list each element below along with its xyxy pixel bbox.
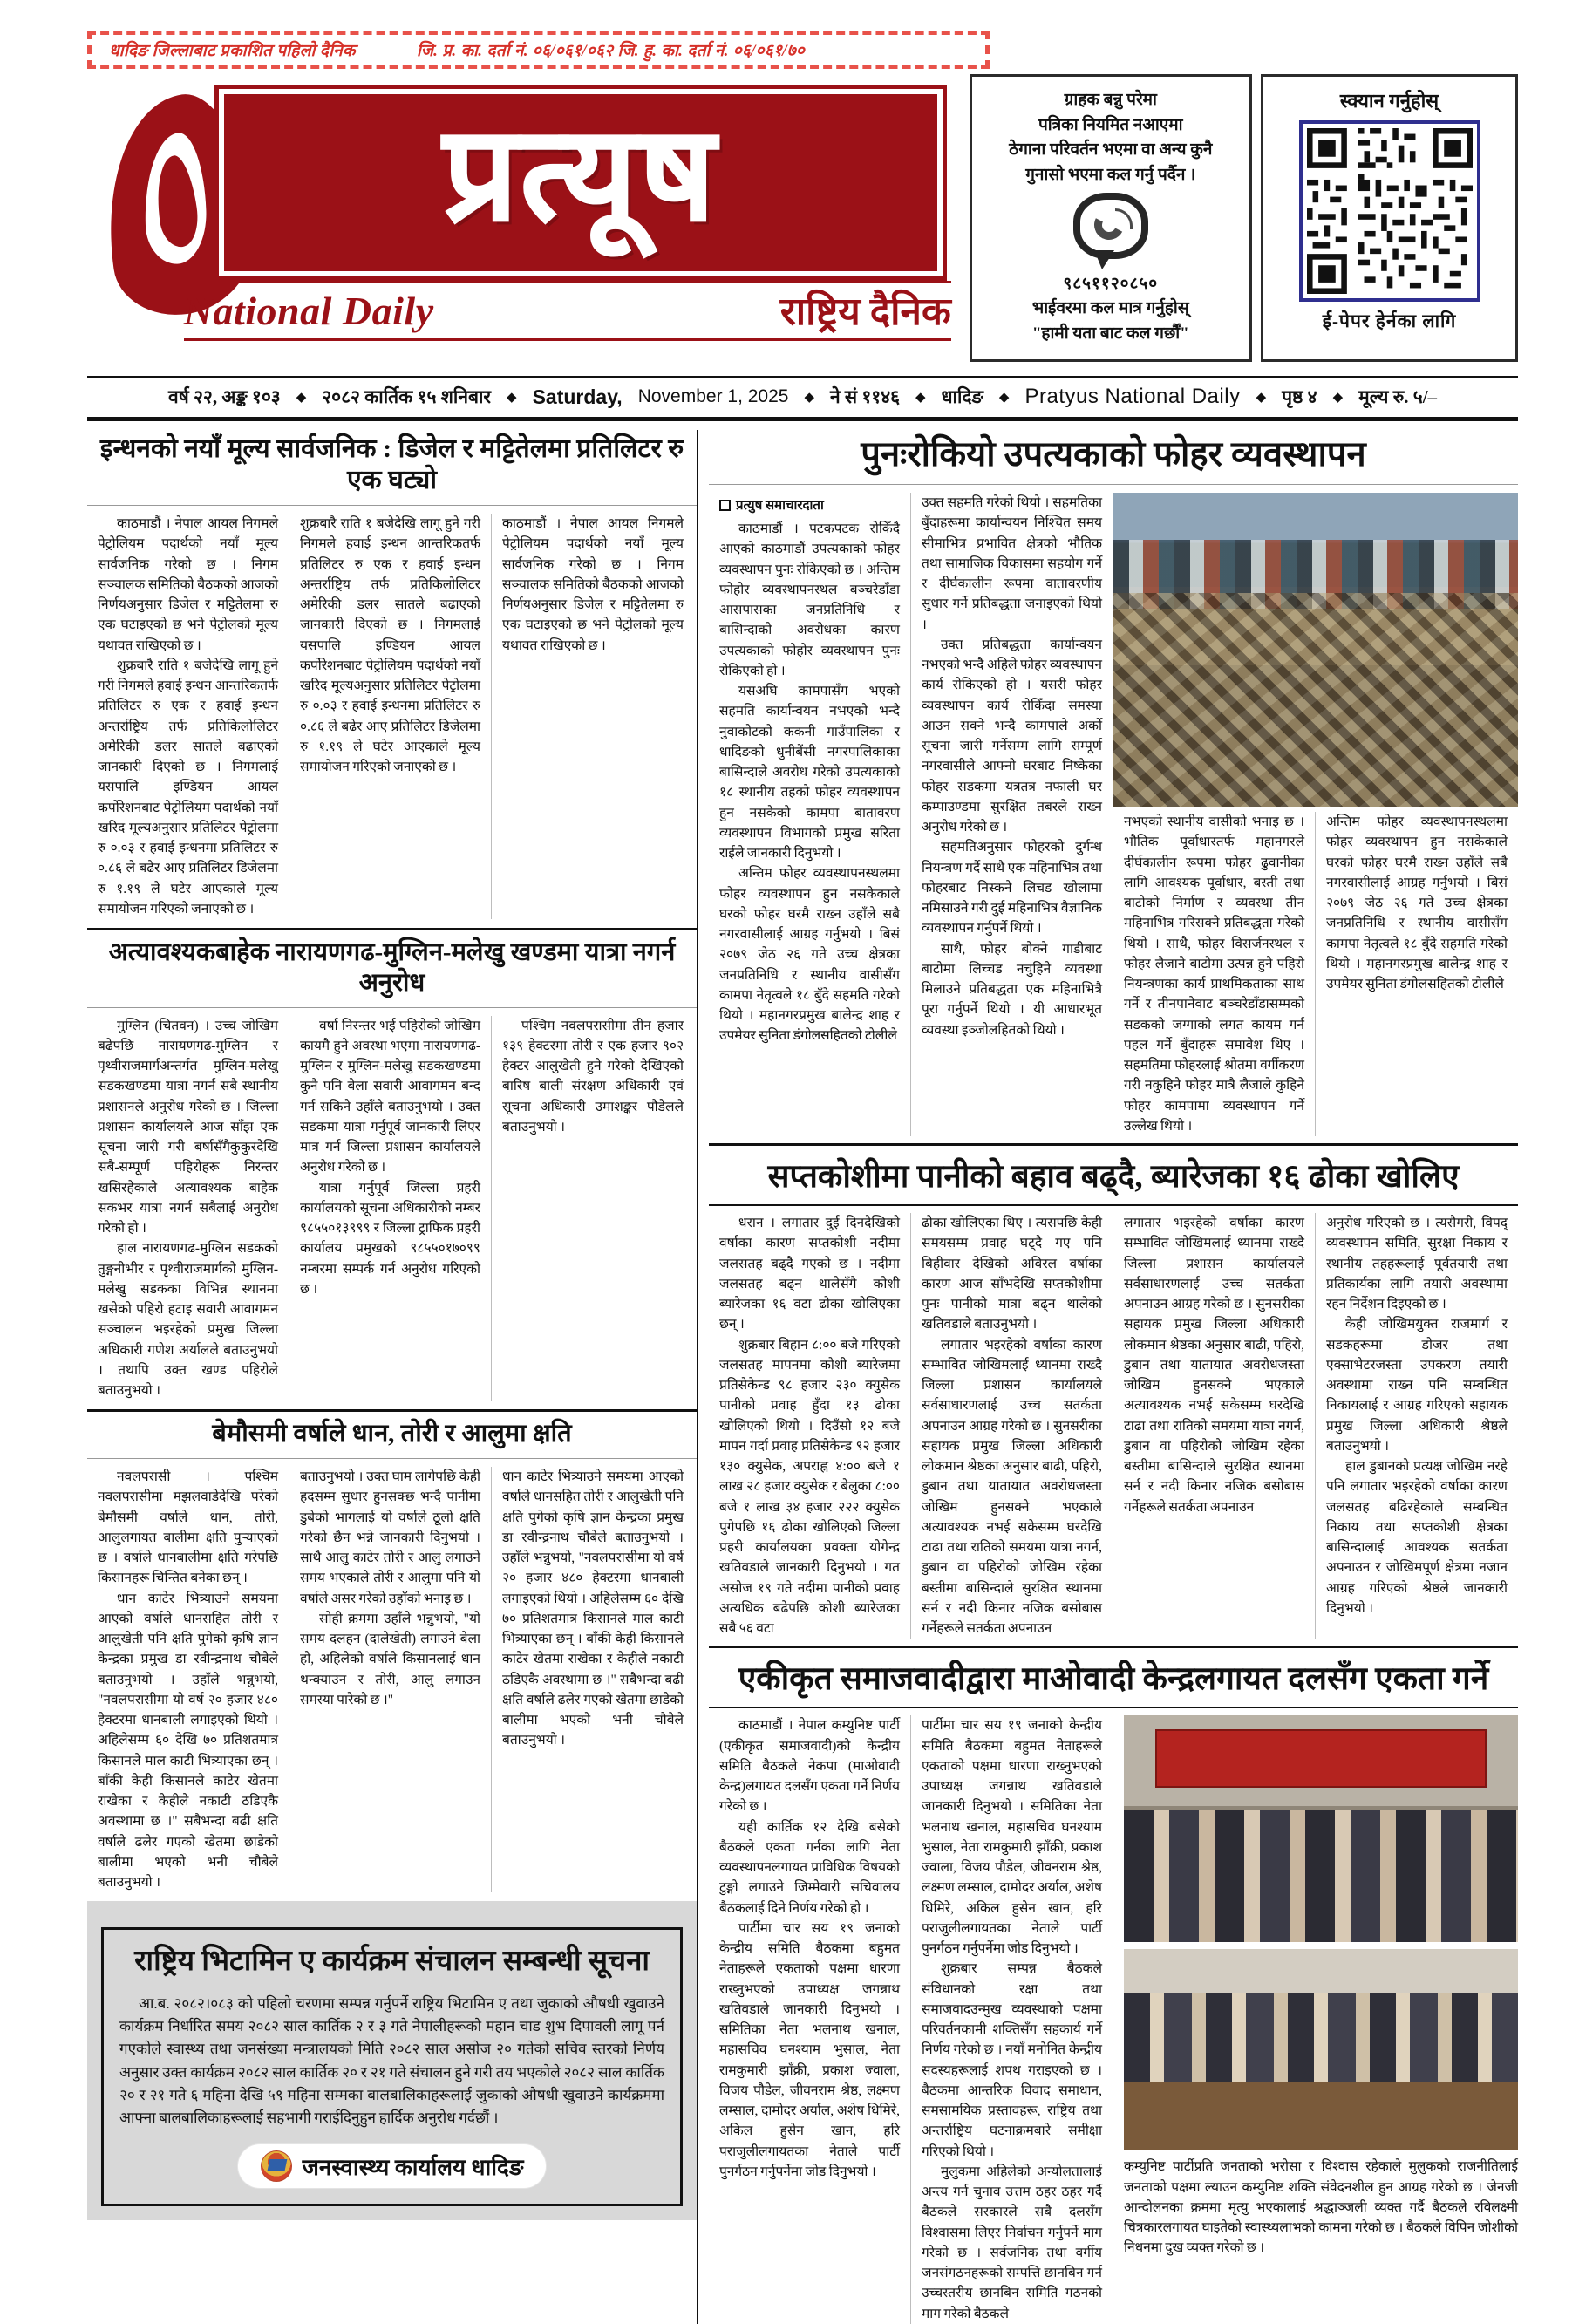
column-7 [87,1467,289,1892]
divider-6 [709,484,1518,485]
para-p-5: शुक्रबार सम्पन्न बैठकले संविधानको रक्षा तथा समाजवादउन्मुख व्यवस्थाको पक्षमा परिवर्तनकामी शक्तिसँग सहकार्य गर्ने निर्णय गरेको छ । नयाँ मनोनित केन्द्रीय सदस्यहरूलाई शपथ गराइएको छ । बैठकमा आन्तरिक विवाद समाधान, समसामयिक प्रस्तावहरू, राष्ट्रिय तथा अन्तर्राष्ट्रिय घटनाक्रमबारे समीक्षा गरिएको थियो । [922,1961,1102,2159]
para-un-4: सोही क्रममा उहाँले भन्नुभयो, "यो समय दलहन (दालेखेती) लगाउने बेला हो, अहिलेको वर्षाले किसानलाई धान थन्क्याउन र तोरी, आलु लगाउन समस्या पारेको छ ।" [300,1611,480,1707]
para-r-6: अनुरोध गरिएको छ । त्यसैगरी, विपद् व्यवस्थापन समिति, सुरक्षा निकाय र स्थानीय तहहरूलाई पूर्वतयारी तथा प्रतिकार्यका लागि तयारी अवस्थामा रहन निर्देशन दिइएको छ । [1326,1216,1508,1312]
para-hw-3: वर्षा निरन्तर भई पहिरोको जोखिम कायमै हुने अवस्था भएमा नारायणगढ-मुग्लिन र मुग्लिन-मलेखु सडकखण्डमा कुनै पनि बेला सवारी आवागमन बन्द गर्न सकिने उहाँले बताउनुभयो । उक्त सडकमा यात्रा गर्नुपूर्व जानकारी लिएर मात्र गर्न जिल्ला प्रशासन कार्यालयले अनुरोध गरेको छ । [300,1018,480,1176]
para-fuel-1: काठमाडौं । नेपाल आयल निगमले पेट्रोलियम पदार्थको नयाँ मूल्य सार्वजनिक गरेको छ । निगम सञ्चालक समितिको बैठकको आजको निर्णयअनुसार डिजेल र मट्टितेलमा रु एक घटाइएको छ भने पेट्रोलको मूल्य यथावत राखिएको छ । [98,516,278,653]
newspaper-page [0,31,1579,2321]
para-hw-4: यात्रा गर्नुपूर्व जिल्ला प्रहरी कार्यालयको सूचना अधिकारीको नम्बर ९८५५०१३९९९ र जिल्ला ट्राफिक प्रहरी कार्यालय प्रमुखको ९८५५०१७०९९ नम्बरमा सम्पर्क गर्न अनुरोध गरिएको छ । [300,1180,480,1297]
para-p-6: मुलुकमा अहिलेको अन्योलतालाई अन्त्य गर्न चुनाव उत्तम ठहर ठहर गर्दै बैठकले सरकारले सबै दलसँग विश्वासमा लिएर निर्वाचन गर्नुपर्ने माग गरेको छ । सर्वजनिक तथा वर्गीय जनसंगठनहरूको सम्पत्ति छानबिन गर्न उच्चस्तरीय छानबिन समिति गठनको माग गरेको बैठकले [922,2164,1102,2321]
column-9 [492,1467,694,1892]
publication-place: धादिङ [941,386,983,407]
divider [87,505,697,506]
para-r-5: लगातार भइरहेको वर्षाका कारण सम्भावित जोखिमलाई ध्यानमा राख्दै जिल्ला प्रशासन कार्यालयले सर्वसाधारणलाई उच्च सतर्कता अपनाउन आग्रह गरेको छ । सुनसरीका सहायक प्रमुख जिल्ला अधिकारी लोकमान श्रेष्ठका अनुसार बाढी, पहिरो, डुबान तथा यातायात अवरोधजस्ता जोखिम हुनसक्ने भएकाले अत्यावश्यक नभई सकेसम्म घरदेखि टाढा तथा रातिको समयमा यात्रा नगर्न, डुबान वा पहिरोको जोखिम रहेका बस्तीमा बासिन्दाले सुरक्षित स्थानमा सर्न र नदी किनार नजिक बसोबास गर्नेहरूले सतर्कता अपनाउन [1124,1216,1304,1515]
para-hw-2: हाल नारायणगढ-मुग्लिन सडकको तुङ्गनीभीर र पृथ्वीराजमार्गको मुग्लिन-मलेखु सडकका विभिन्न स्थानमा खसेको पहिरो हटाइ सवारी आवागमन सञ्चालन भइरहेको प्रमुख जिल्ला अधिकारी गणेश अर्यालले बताउनुभयो । तथापि उक्त खण्ड पहिरोले बताउनुभयो । [98,1241,278,1399]
para-p-7: कम्युनिष्ट पार्टीप्रति जनताको भरोसा र विश्वास रहेकाले मुलुकको राजनीतिलाई जनताको पक्षमा ल्याउन कम्युनिष्ट शक्ति संवेदनशील हुन आग्रह गरेको छ । जेनजी आन्दोलनका क्रममा मृत्यु भएकालाई श्रद्धाञ्जली व्यक्त गर्दै बैठकले रविलक्ष्मी चित्रकारलगायत घाइतेको स्वास्थ्यलाभको कामना गरेको छ । बैठकले विपिन जोशीको निधनमा दुख व्यक्त गरेको छ । [1124,2159,1518,2256]
nepal-sambat: ने सं ११४६ [830,386,901,407]
reg-left-text: धादिङ जिल्लाबाट प्रकाशित पहिलो दैनिक [109,42,356,60]
subscription-quote: भाईवरमा कल मात्र गर्नुहोस् [1031,299,1189,318]
para-w-7: साथै, फोहर बोक्ने गाडीबाट बाटोमा लिच्चड नचुहिने व्यवस्था मिलाउने प्रतिबद्धता एक महिनाभित्रै पूरा गर्नुपर्ने थियो । यी आधारभूत व्यवस्था इञ्जोलहितको थियो । [922,941,1102,1038]
para-w-9: अन्तिम फोहर व्यवस्थापनस्थलमा फोहर व्यवस्थापन हुन नसकेकाले घरको फोहर घरमै राख्न उहाँले सबै नगरवासीलाई आग्रह गर्नुभयो । बिसं २०७९ जेठ २६ गते उच्च क्षेत्रका जनप्रतिनिधि र स्थानीय वासीसँग कामपा नेतृत्वले १८ बुँदे सहमति गरेको थियो । महानगरप्रमुख बालेन्द्र शाह र उपमेयर सुनिता डंगोलसहितको टोलीले [1326,814,1508,992]
dateline-bar [87,376,1518,421]
reg-right-text: जि. प्र. का. दर्ता नं. ०६/०६१/०६२ जि. हु. का. दर्ता नं. ०६/०६१/७० [416,42,806,60]
para-w-1: काठमाडौं । पटकपटक रोकिँदै आएको काठमाडौं उपत्यकाको फोहर व्यवस्थापन पुनः रोकिएको छ । अन्तिम फोहोर व्यवस्थापनस्थल बञ्चरेडाँडा आसपासका जनप्रतिनिधि र बासिन्दाको अवरोधका कारण उपत्यकाको फोहोर व्यवस्थापन पुनः रोकिएको हो । [719,521,900,678]
meeting-table [1124,2082,1518,2150]
page-count: पृष्ठ ४ [1282,386,1317,407]
para-r-1: धरान । लगातार दुई दिनदेखिको वर्षाका कारण सप्तकोशी नदीमा जलसतह बढ्दै गएको छ । नदीमा जलसतह बढ्न थालेसँगै कोशी ब्यारेजका १६ वटा ढोका खोलिएका छन् । [719,1216,900,1332]
separator-diamond-icon-6: ◆ [1256,390,1267,405]
para-p-2: यही कार्तिक १२ देखि बसेको बैठकले एकता गर्नका लागि नेता व्यवस्थापनलगायत प्राविधिक विषयको टुङ्गो लगाउने जिम्मेवारी सचिवालय बैठकलाई दिने निर्णय गरेको हो । [719,1819,900,1916]
para-p-1: काठमाडौं । नेपाल कम्युनिष्ट पार्टी (एकीकृत समाजवादी)को केन्द्रीय समिति बैठकले नेकपा (माओवादी केन्द्र)लगायत दलसँग एकता गर्ने निर्णय गरेको छ । [719,1718,900,1815]
viber-icon [1073,193,1148,259]
qr-box [1261,74,1518,362]
para-un-1: नवलपरासी । पश्चिम नवलपरासीमा मझलवाडेदेखि परेको बेमौसमी वर्षाले धान, तोरी, आलुलगायत बालीमा क्षति पुऱ्याएको छ । वर्षाले धानबालीमा क्षति गरेपछि किसानहरू चिन्तित बनेका छन् । [98,1469,278,1586]
masthead-title-text: प्रत्यूष [443,102,718,248]
brand-english: National Daily [183,289,434,333]
para-un-5: धान काटेर भित्र्याउने समयमा आएको वर्षाले धानसहित तोरी र आलुखेती पनि क्षति पुगेको कृषि ज्ञान केन्द्रका प्रमुख डा रवीन्द्रनाथ चौबेले बताउनुभयो । उहाँले भन्नुभयो, "नवलपरासीमा यो वर्ष २० हजार ४८० हेक्टरमा धानबाली लगाइएको थियो । अहिलेसम्म ६० देखि ७० प्रतिशतमात्र किसानले माल काटी भित्र्याएका छन् । बाँकी केही किसानले काटेर खेतमा राखेका र केहीले नकाटी ठडिएकै अवस्थामा छ ।" सबैभन्दा बढी क्षति वर्षाले ढलेर गएको खेतमा छाडेको बालीमा भएको भनी चौबेले बताउनुभयो । [502,1469,684,1748]
separator-diamond-icon-7: ◆ [1332,390,1344,405]
notice-body: आ.ब. २०८२।०८३ को पहिलो चरणमा सम्पन्न गर्नुपर्ने राष्ट्रिय भिटामिन ए तथा जुकाको औषधी खुवाउने कार्यक्रम निर्धारित समय २०८२ साल कार्तिक २ र ३ गते नेपालीहरूको महान चाड शुभ दिपावली लागू पर्न गएकोले स्वास्थ्य तथा जनसंख्या मन्त्रालयको मिति २०८२ साल असोज २० गतेको सचिव स्तरको निर्णय अनुसार उक्त कार्यक्रम २०८२ साल कार्तिक २० र २१ गते संचालन हुने गरी तय भएकोले २०८२ साल कार्तिक २० र २१ गते ६ महिना देखि ५९ महिना सम्मका बालबालिकाहरूलाई जुकाको औषधी खुवाउने कार्यक्रममा आफ्ना बालबालिकाहरूलाई सहभागी गराईदिनुहुन हार्दिक अनुरोध गर्दछौं । [119,1994,664,2127]
column-3 [492,514,694,919]
headline-river[interactable]: सप्तकोशीमा पानीको बहाव बढ्दै, ब्यारेजका १६ ढोका खोलिए [709,1143,1518,1206]
para-fuel-3: शुक्रबारै राति १ बजेदेखि लागू हुने गरी निगमले हवाई इन्धन आन्तरिकतर्फ प्रतिलिटर रु एक र हवाई इन्धन अन्तर्राष्ट्रिय तर्फ प्रतिकिलोलिटर अमेरिकी डलर सातले बढाएको जानकारी दिएको छ । निगमलाई यसपालि इण्डियन आयल कर्पोरेशनबाट पेट्रोलियम पदार्थको नयाँ खरिद मूल्यअनुसार प्रतिलिटर पेट्रोलमा रु ०.०३ र हवाई इन्धनमा प्रतिलिटर रु ०.८६ ले बढेर आए प्रतिलिटर डिजेलमा रु १.१९ ले घटेर आएकाले मूल्य समायोजन गरिएको जनाएको छ । [300,516,480,774]
headline-fuel[interactable]: इन्धनको नयाँ मूल्य सार्वजनिक : डिजेल र मट्टितेलमा प्रतिलिटर रु एक घट्यो [99,434,684,494]
qr-title: स्क्यान गर्नुहोस् [1339,90,1439,112]
separator-diamond-icon-5: ◆ [998,390,1010,405]
left-block [87,430,697,2324]
subs-line-2: पत्रिका नियमित नआएमा [1038,115,1183,134]
divider-4 [87,1409,697,1412]
column-11 [911,493,1113,1136]
column-1 [87,514,289,919]
nepali-date: २०८२ कार्तिक १५ शनिबार [322,386,492,407]
para-r-7: केही जोखिमयुक्त राजमार्ग र सडकहरूमा डोजर तथा एक्साभेटरजस्ता उपकरण तयारी अवस्थामा राख्न पनि सम्बन्धित निकायलाई र आग्रह गरिएको सहायक प्रमुख जिल्ला अधिकारी श्रेष्ठले बताउनुभयो । [1326,1317,1508,1454]
para-hw-1: मुग्लिन (चितवन) । उच्च जोखिम बढेपछि नारायणगढ-मुग्लिन र पृथ्वीराजमार्गअन्तर्गत मुग्लिन-मलेखु सडकखण्डमा यात्रा नगर्न सबै स्थानीय प्रशासनले अनुरोध गरेको छ । जिल्ला प्रशासन कार्यालयले आज साँझ एक सूचना जारी गरी बर्षासँगैकुकुरदेखि सबै-सम्पूर्ण पहिरोहरू निरन्तर खसिरहेकाले अत्यावश्यक बाहेक सकभर यात्रा नगर्न सबैलाई अनुरोध गरेको हो । [98,1018,278,1237]
nepal-emblem-icon [261,2150,292,2182]
masthead-title-box [219,89,943,276]
qr-code-icon[interactable] [1299,120,1480,302]
paper-title-english: Pratyus National Daily [1024,385,1241,408]
headline-waste[interactable]: पुनःरोकियो उपत्यकाको फोहर व्यवस्थापन [861,434,1366,474]
price: मूल्य रु. ५/– [1358,386,1438,407]
party-attendees [1124,1810,1518,1942]
masthead-logo [87,74,961,362]
right-block [697,430,1518,2324]
subs-line-3: ठेगाना परिवर्तन भएमा वा अन्य कुनै [1009,140,1213,160]
waste-photo [1113,493,1518,807]
para-p-3: पार्टीमा चार सय १९ जनाको केन्द्रीय समिति बैठकमा बहुमत नेताहरूले एकताको पक्षमा धारणा राख्नुभएको उपाध्यक्ष जगन्नाथ खतिवडाले जानकारी दिनुभयो । समितिका नेता भलनाथ खनाल, महासचिव घनश्याम भुसाल, नेता रामकुमारी झाँक्री, प्रकाश ज्वाला, विजय पौडेल, जीवनराम श्रेष्ठ, लक्ष्मण लम्साल, दामोदर अर्याल, अशेष धिमिरे, अकिल हुसेन खान, हरि पराजुलीलगायतका नेताले पार्टी पुनर्गठन गर्नुपर्नेमा जोड दिनुभयो । [719,1920,900,2179]
column-19-photos [1113,1715,1518,2324]
headline-unseasonal[interactable]: बेमौसमी वर्षाले धान, तोरी र आलुमा क्षति [212,1420,572,1448]
headline-highway[interactable]: अत्यावश्यकबाहेक नारायणगढ-मुग्लिन-मलेखु खण्डमा यात्रा नगर्न अनुरोध [108,938,676,997]
para-fuel-4: काठमाडौं । नेपाल आयल निगमले पेट्रोलियम पदार्थको नयाँ मूल्य सार्वजनिक गरेको छ । निगम सञ्चालक समितिको बैठकको आजको निर्णयअनुसार डिजेल र मट्टितेलमा रु एक घटाइएको छ भने पेट्रोलको मूल्य यथावत राखिएको छ । [502,516,684,653]
column-16 [1316,1213,1518,1639]
para-w-2: यसअघि कामपासँग भएको सहमति कार्यान्वयन नभएको भन्दै नुवाकोटको ककनी गाउँपालिका र धादिङको धुनीबेंसी नगरपालिकाका बासिन्दाले अवरोध गरेको उपत्यकाको १८ स्थानीय तहको फोहर व्यवस्थापन हुन नसकेको कामपा बातावरण व्यवस्थापन विभागको प्रमुख सरिता राईले जानकारी दिनुभयो । [719,684,900,861]
notice-headline: राष्ट्रिय भिटामिन ए कार्यक्रम संचालन सम्बन्धी सूचना [134,1946,650,1978]
subscription-quote-2: "हामी यता बाट कल गर्छौं" [1031,324,1189,343]
column-5 [289,1016,492,1401]
column-12-photo [1113,493,1518,1136]
divider-3 [87,1007,697,1008]
para-w-6: सहमतिअनुसार फोहरको दुर्गन्ध नियन्त्रण गर्दै साथै एक महिनाभित्र तथा फोहरबाट निस्कने लिचड खोलामा नमिसाउने गरी दुई महिनाभित्र वैज्ञानिक व्यवस्थापन गर्नुपर्ने थियो । [922,840,1102,937]
para-hw-5: पश्चिम नवलपरासीमा तीन हजार १३९ हेक्टरमा तोरी र एक हजार ९०२ हेक्टर आलुखेती हुने गरेको देखिएको बारिष बाली संरक्षण अधिकारी एवं सूचना अधिकारी उमाशङ्कर पौडेलले बताउनुभयो । [502,1018,684,1135]
main-content [87,430,1518,2324]
english-day: Saturday, [532,385,623,408]
english-date: November 1, 2025 [637,386,789,406]
vitamin-notice-box [101,1927,683,2205]
para-r-3: ढोका खोलिएका थिए । त्यसपछि केही समयसम्म प्रवाह घट्दै गए पनि बिहीवार देखिको अविरल वर्षाका कारण आज साँभदेखि सप्तकोशीमा पुनः पानीको मात्रा बढ्न थालेको खतिवडाले बताउनुभयो । [922,1216,1102,1332]
column-17 [709,1715,911,2324]
brand-nepali: राष्ट्रिय दैनिक [779,290,951,333]
party-attendees-2 [1124,1993,1518,2086]
masthead-rule-bottom [184,338,951,341]
masthead [87,74,1518,362]
subs-line-4: गुनासो भएमा कल गर्नु पर्दैन । [1025,165,1196,184]
para-un-2: धान काटेर भित्र्याउने समयमा आएको वर्षाले धानसहित तोरी र आलुखेती पनि क्षति पुगेको कृषि ज्ञान केन्द्रका प्रमुख डा रवीन्द्रनाथ चौबेले बताउनुभयो । उहाँले भन्नुभयो, "नवलपरासीमा यो वर्ष २० हजार ४८० हेक्टरमा धानबाली लगाइएको थियो । अहिलेसम्म ६० देखि ७० प्रतिशतमात्र किसानले माल काटी भित्र्याएका छन् । बाँकी केही किसानले काटेर खेतमा राखेका र केहीले नकाटी ठडिएकै अवस्थामा छ ।" सबैभन्दा बढी क्षति वर्षाले ढलेर गएको खेतमा छाडेको बालीमा भएको भनी चौबेले बताउनुभयो । [98,1591,278,1891]
masthead-brand-row [184,283,951,336]
para-w-3: अन्तिम फोहर व्यवस्थापनस्थलमा फोहर व्यवस्थापन हुन नसकेकाले घरको फोहर घरमै राख्न उहाँले सबै नगरवासीलाई आग्रह गर्नुभयो । बिसं २०७९ जेठ २६ गते उच्च क्षेत्रका जनप्रतिनिधि र स्थानीय वासीसँग कामपा नेतृत्वले १८ बुँदे सहमति गरेको थियो । महानगरप्रमुख बालेन्द्र शाह र उपमेयर सुनिता डंगोलसहितको टोलीले [719,866,900,1044]
office-logo [238,2144,547,2188]
headline-party[interactable]: एकीकृत समाजवादीद्वारा माओवादी केन्द्रलगायत दलसँग एकता गर्ने [709,1646,1518,1708]
byline-waste [719,496,900,514]
subs-line-1: ग्राहक बन्नु परेमा [1064,91,1157,109]
column-18 [911,1715,1113,2324]
para-p-4: पार्टीमा चार सय १९ जनाको केन्द्रीय समिति बैठकमा बहुमत नेताहरूले एकताको पक्षमा धारणा राख्नुभएको उपाध्यक्ष जगन्नाथ खतिवडाले जानकारी दिनुभयो । समितिका नेता भलनाथ खनाल, महासचिव घनश्याम भुसाल, नेता रामकुमारी झाँक्री, प्रकाश ज्वाला, विजय पौडेल, जीवनराम श्रेष्ठ, लक्ष्मण लम्साल, दामोदर अर्याल, अशेष धिमिरे, अकिल हुसेन खान, हरि पराजुलीलगायतका नेताले पार्टी पुनर्गठन गर्नुपर्नेमा जोड दिनुभयो । [922,1718,1102,1956]
column-4 [87,1016,289,1401]
column-13 [709,1213,911,1639]
qr-caption: ई-पेपर हेर्नका लागि [1322,310,1457,331]
subscription-phone[interactable]: ९८५११२०८५० [1063,274,1159,293]
separator-diamond-icon-2: ◆ [507,390,517,405]
column-10 [709,493,911,1136]
separator-diamond-icon-3: ◆ [804,390,815,405]
office-name: जनस्वास्थ्य कार्यालय धादिङ [302,2154,524,2180]
column-14 [911,1213,1113,1639]
party-meeting-photo-1 [1124,1715,1518,1942]
separator-diamond-icon: ◆ [296,390,307,405]
para-r-8: हाल डुबानको प्रत्यक्ष जोखिम नरहे पनि लगातार भइरहेको वर्षाका कारण जलसतह बढिरहेकाले सम्बन्धित निकाय तथा सप्तकोशी क्षेत्रका बासिन्दालाई आवश्यक सतर्कता अपनाउन र जोखिमपूर्ण क्षेत्रमा नजान आग्रह गरिएको श्रेष्ठले जानकारी दिनुभयो । [1326,1459,1508,1616]
byline-text: प्रत्युष समाचारदाता [736,499,824,513]
separator-diamond-icon-4: ◆ [915,390,926,405]
party-banner [1155,1729,1487,1789]
notice-outer-frame [87,1901,697,2219]
year-issue: वर्ष २२, अङ्क १०३ [167,386,281,407]
column-8 [289,1467,492,1892]
column-2 [289,514,492,919]
para-r-2: शुक्रबार बिहान ८:०० बजे गरिएको जलसतह मापनमा कोशी ब्यारेजमा प्रतिसेकेन्ड ९८ हजार २३० क्युसेक पानीको प्रवाह हुँदा १३ ढोका खोलिएको थियो । दिउँसो १२ बजे मापन गर्दा प्रवाह प्रतिसेकेन्ड ९२ हजार १३० क्युसेक, अपराह्न ४:०० बजे १ लाख २८ हजार क्युसेक र बेलुका ८:०० बजे १ लाख ३४ हजार २२२ क्युसेक पुगेपछि १६ ढोका खोलिएको जिल्ला प्रहरी कार्यालयका प्रवक्ता योगेन्द्र खतिवडाले जानकारी दिनुभयो । गत असोज १९ गते नदीमा पानीको प्रवाह अत्यधिक बढेपछि कोशी ब्यारेजका सबै ५६ वटा [719,1337,900,1636]
column-6 [492,1016,694,1401]
divider-2 [87,928,697,930]
party-meeting-photo-2 [1124,1949,1518,2150]
byline-square-icon [719,500,731,511]
signal-waves-icon [1115,208,1133,229]
registration-strip [87,31,990,69]
para-w-5: उक्त प्रतिबद्धता कार्यान्वयन नभएको भन्दै अहिले फोहर व्यवस्थापन कार्य रोकिएको हो । यसरी फोहर व्यवस्थापन कार्य रोकिँदा समस्या आउन सक्ने भन्दै कामपाले अर्को सूचना जारी गर्नेसम्म लागि सम्पूर्ण नगरवासीले आफ्नो घरबाट निष्केका फोहर सडकमा यत्रतत्र नफाली घर कम्पाउण्डमा सुरक्षित तबरले राख्न अनुरोध गरेको छ । [922,637,1102,835]
para-un-3: बताउनुभयो । उक्त घाम लागेपछि केही हदसम्म सुधार हुनसक्छ भन्दै पानीमा डुबेको भागलाई यो वर्षाले ठूलो क्षति गरेको छैन भन्ने जानकारी दिनुभयो । साथै आलु काटेर तोरी र आलु लगाउने समय भएकाले तोरी र आलुमा पनि यो वर्षाले असर गरेको उहाँको भनाइ छ । [300,1469,480,1606]
para-w-4: उक्त सहमति गरेको थियो । सहमतिका बुँदाहरूमा कार्यान्वयन निश्चित समय सीमाभित्र प्रभावित क्षेत्रको भौतिक तथा सामाजिक विकासमा सहयोग गर्ने र दीर्घकालीन रूपमा वातावरणीय सुधार गर्ने प्रतिबद्धता जनाइएको थियो । [922,495,1102,632]
para-fuel-2: शुक्रबारै राति १ बजेदेखि लागू हुने गरी निगमले हवाई इन्धन आन्तरिकतर्फ प्रतिलिटर रु एक र हवाई इन्धन अन्तर्राष्ट्रिय तर्फ प्रतिकिलोलिटर अमेरिकी डलर सातले बढाएको जानकारी दिएको छ । निगमलाई यसपालि इण्डियन आयल कर्पोरेशनबाट पेट्रोलियम पदार्थको नयाँ खरिद मूल्यअनुसार प्रतिलिटर पेट्रोलमा रु ०.०३ र हवाई इन्धनमा प्रतिलिटर रु ०.८६ ले बढेर आए प्रतिलिटर डिजेलमा रु १.१९ ले घटेर आएकाले मूल्य समायोजन गरिएको जनाएको छ । [98,658,278,917]
para-w-8: नभएको स्थानीय वासीको भनाइ छ । भौतिक पूर्वाधारतर्फ महानगरले दीर्घकालीन रूपमा फोहर ढुवानीका लागि आवश्यक पूर्वाधार, बस्ती तथा बाटोको निर्माण र व्यवस्था तीन महिनाभित्र गरिसक्ने प्रतिबद्धता गरेको थियो । साथै, फोहर विसर्जनस्थल र फोहर लैजाने बाटोमा उत्पन्न हुने पहिरो नियन्त्रणका कार्य प्राथमिकताका साथ गर्ने र तीनपानेवाट बञ्चरेडाँडासम्मको सडकको जग्गाको लगत कायम गर्न पहल गर्ने बुँदाहरू समावेश थिए । सहमतिमा फोहरलाई श्रोतमा वर्गीकरण गरी नकुहिने फोहर मात्रै लैजाले कुहिने फोहर कामपामा व्यवस्थापन गर्ने उल्लेख थियो । [1124,814,1304,1134]
column-15 [1113,1213,1316,1639]
para-r-4: लगातार भइरहेको वर्षाका कारण सम्भावित जोखिमलाई ध्यानमा राख्दै जिल्ला प्रशासन कार्यालयले सर्वसाधारणलाई उच्च सतर्कता अपनाउन आग्रह गरेको छ । सुनसरीका सहायक प्रमुख जिल्ला अधिकारी लोकमान श्रेष्ठका अनुसार बाढी, पहिरो, डुबान तथा यातायात अवरोधजस्ता जोखिम हुनसक्ने भएकाले अत्यावश्यक नभई सकेसम्म घरदेखि टाढा तथा रातिको समयमा यात्रा नगर्न, डुबान वा पहिरोको जोखिम रहेका बस्तीमा बासिन्दाले सुरक्षित स्थानमा सर्न र नदी किनार नजिक बसोबास गर्नेहरूले सतर्कता अपनाउन [922,1337,1102,1636]
divider-5 [87,1458,697,1459]
subscription-box [970,74,1253,362]
